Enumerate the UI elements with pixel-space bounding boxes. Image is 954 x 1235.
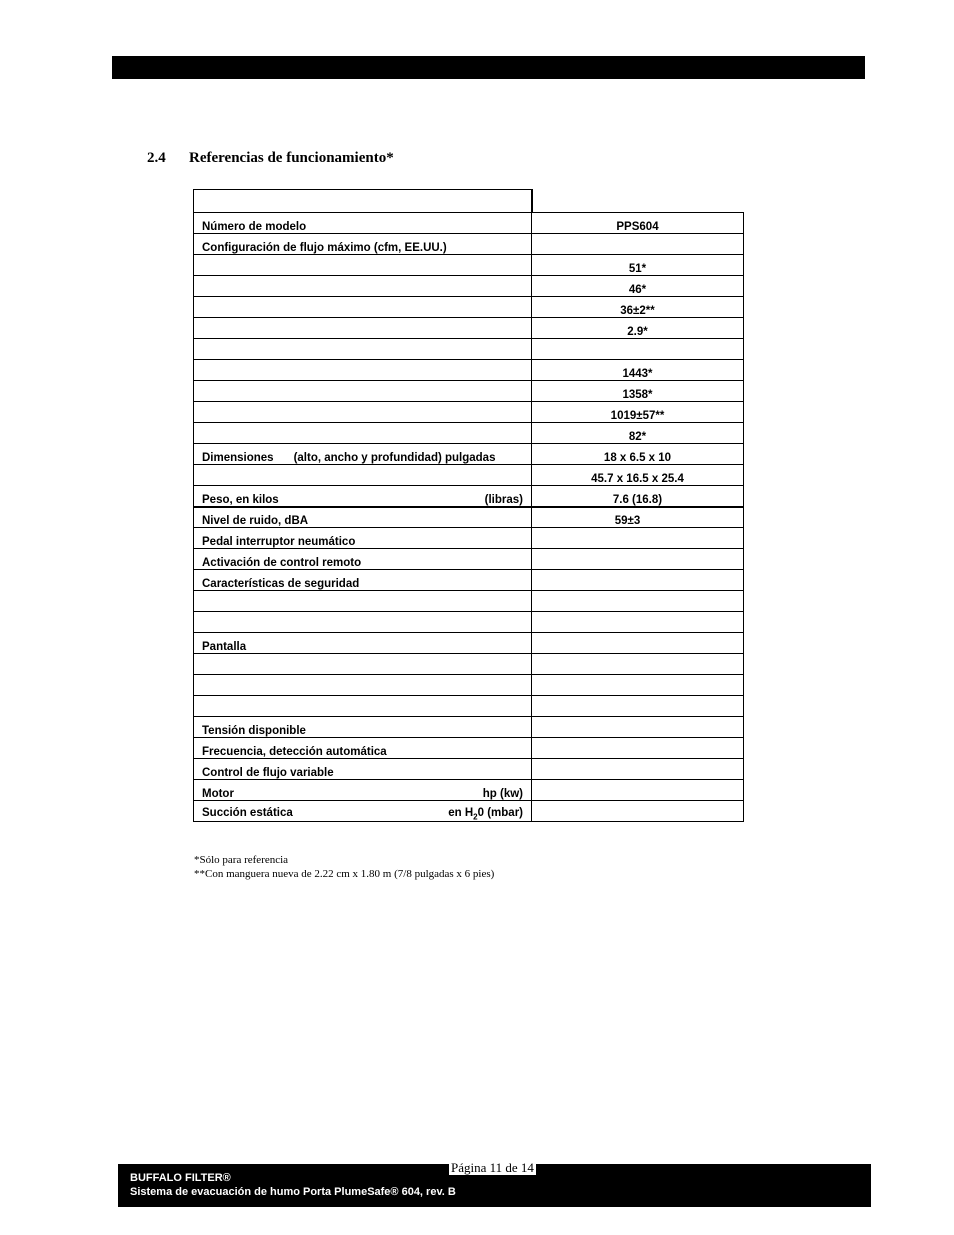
weight-unit: (libras) [484,493,523,506]
row-label [194,297,532,318]
table-row [194,402,744,423]
row-label [194,402,532,423]
header-bar [112,56,865,79]
row-label [194,255,532,276]
table-row [194,675,744,696]
table-row [194,318,744,339]
row-value [532,591,744,612]
table-row [194,234,744,255]
dimensions-label: Dimensiones [202,452,274,464]
table-row [194,738,744,759]
suction-unit-pre: en H [448,806,474,819]
row-value [532,675,744,696]
suction-unit-post: 0 (mbar) [477,806,523,819]
row-value [532,234,744,255]
row-value: 46* [532,276,744,297]
table-row [194,612,744,633]
table-row [194,591,744,612]
table-row [194,654,744,675]
row-value [532,549,744,570]
section-title: Referencias de funcionamiento* [189,150,394,166]
row-label: Nivel de ruido, dBA [194,507,532,528]
row-label: Pantalla [194,633,532,654]
row-label [194,360,532,381]
row-value: 82* [532,423,744,444]
row-label: Frecuencia, detección automática [194,738,532,759]
row-label: Características de seguridad [194,570,532,591]
table-row [194,549,744,570]
motor-label: Motor [202,788,234,800]
row-label [194,654,532,675]
performance-table [193,212,744,822]
row-label [194,318,532,339]
table-row [194,780,744,801]
row-label [194,276,532,297]
table-row [194,759,744,780]
footer-product: Sistema de evacuación de humo Porta PlumeSafe® 604, rev. B [130,1186,456,1198]
row-label [194,696,532,717]
table-row [194,423,744,444]
row-label [194,423,532,444]
row-value [532,528,744,549]
row-value: 51* [532,255,744,276]
section-heading [147,150,394,167]
table-header-left-cell [193,189,533,213]
row-label: Pedal interruptor neumático [194,528,532,549]
row-value [532,780,744,801]
row-value [532,738,744,759]
row-value [532,696,744,717]
table-row [194,633,744,654]
row-label [194,780,532,801]
row-value: PPS604 [532,213,744,234]
row-label [194,339,532,360]
row-label: Número de modelo [194,213,532,234]
row-label [194,486,532,507]
footnote-reference: *Sólo para referencia [194,854,289,866]
weight-label: Peso, en kilos [202,493,279,506]
footnote-hose: **Con manguera nueva de 2.22 cm x 1.80 m (7/8 pulgadas x 6 pies) [194,868,495,880]
row-value: 59±3 [532,507,744,528]
table-row [194,696,744,717]
row-value [532,717,744,738]
table-row [194,528,744,549]
row-value [532,612,744,633]
row-value [532,339,744,360]
row-value: 7.6 (16.8) [532,486,744,507]
table-row [194,381,744,402]
footnotes [194,853,494,881]
row-label: Tensión disponible [194,717,532,738]
table-row [194,255,744,276]
row-label: Control de flujo variable [194,759,532,780]
row-label: Activación de control remoto [194,549,532,570]
row-value: 2.9* [532,318,744,339]
table-row [194,297,744,318]
row-value: 18 x 6.5 x 10 [532,444,744,465]
row-value [532,801,744,822]
row-value [532,570,744,591]
row-value: 1443* [532,360,744,381]
table-header-right-cell [531,189,533,213]
suction-unit [448,807,523,821]
row-label [194,612,532,633]
table-row [194,801,744,822]
row-value: 1358* [532,381,744,402]
row-label [194,444,532,465]
table-row [194,276,744,297]
row-label [194,591,532,612]
row-value: 1019±57** [532,402,744,423]
table-row [194,486,744,507]
row-value [532,633,744,654]
suction-unit-sub: 2 [473,812,478,821]
row-value: 45.7 x 16.5 x 25.4 [532,465,744,486]
table-row [194,339,744,360]
motor-unit: hp (kw) [482,788,523,800]
table-row [194,360,744,381]
row-value: 36±2** [532,297,744,318]
table-row [194,213,744,234]
section-number: 2.4 [147,150,166,166]
table-row [194,444,744,465]
table-row [194,570,744,591]
row-label: Configuración de flujo máximo (cfm, EE.UU.) [194,234,532,255]
footer-company: BUFFALO FILTER® [130,1172,231,1184]
page-number: Página 11 de 14 [451,1160,534,1175]
table-row [194,717,744,738]
dimensions-sublabel: (alto, ancho y profundidad) pulgadas [293,452,496,464]
row-value [532,654,744,675]
suction-label: Succión estática [202,806,293,819]
table-row [194,507,744,528]
row-value [532,759,744,780]
row-label [194,675,532,696]
row-label [194,381,532,402]
row-label [194,465,532,486]
row-label [194,801,532,822]
table-row [194,465,744,486]
